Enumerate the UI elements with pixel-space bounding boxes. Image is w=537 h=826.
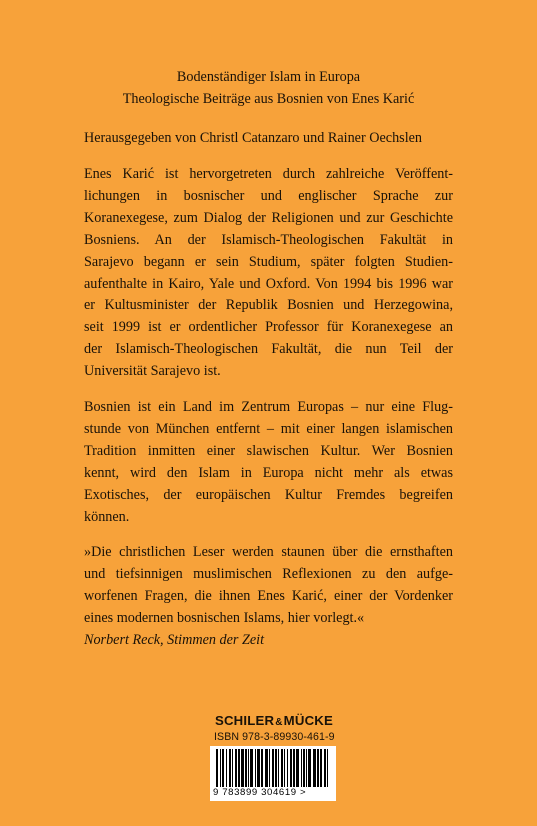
barcode-bars-icon (214, 749, 332, 787)
publisher-logo (213, 713, 335, 728)
bosnia-line: können. (84, 508, 130, 525)
editors-line: Herausgegeben von Christl Catanzaro und Rainer Oechslen (84, 130, 423, 146)
bio-line: Koranexegese, zum Dialog der Religionen und zur Geschichte (84, 209, 453, 226)
quote-line: und tiefsinnigen muslimischen Reflexionen zu den aufge- (84, 565, 453, 582)
book-subtitle: Theologische Beiträge aus Bosnien von Enes Karić (122, 91, 415, 107)
quote-line: eines modernen bosnischen Islams, hier vorlegt.« (84, 609, 365, 626)
publisher-ampersand: & (275, 717, 283, 728)
quote-attribution: Norbert Reck, Stimmen der Zeit (84, 631, 265, 648)
book-title: Bodenständiger Islam in Europa (176, 69, 361, 85)
bosnia-line: Tradition inmitten einer slawischen Kultur. Wer Bosnien (84, 442, 453, 459)
bosnia-line: Bosnien ist ein Land im Zentrum Europas – nur eine Flug- (84, 399, 453, 415)
bio-line: lichungen in bosnischer und englischer Sprache zur (84, 187, 453, 204)
bosnia-paragraph (84, 397, 453, 528)
bio-line: der Islamisch-Theologischen Fakultät, die nun Teil der (84, 341, 453, 358)
bio-line: aufenthalte in Kairo, Yale und Oxford. Von 1994 bis 1996 war (84, 275, 453, 292)
bio-line: seit 1999 ist er ordentlicher Professor für Koranexegese an (84, 319, 453, 336)
publisher-name-right: MÜCKE (283, 713, 334, 728)
bio-line: Universität Sarajevo ist. (84, 363, 221, 380)
bio-line: Bosniens. An der Islamisch-Theologischen Fakultät in (84, 231, 453, 248)
isbn-label: ISBN 978-3-89930-461-9 (214, 731, 335, 743)
barcode-digits: 9 783899 304619 > (213, 787, 307, 798)
barcode (210, 746, 336, 801)
quote-line: »Die christlichen Leser werden staunen über die ernsthaften (84, 544, 453, 560)
bosnia-line: Exotisches, der europäischen Kultur Fremdes begreifen (84, 486, 453, 503)
bio-line: Sarajevo begann er sein Studium, später folgten Studien- (84, 253, 453, 270)
bosnia-line: stunde von München entfernt – mit einer langen islamischen (84, 420, 453, 437)
quote-line: worfenen Fragen, die ihnen Enes Karić, einer der Vordenker (84, 587, 453, 604)
review-quote-paragraph (84, 542, 453, 652)
bio-line: er Kultusminister der Republik Bosnien und Herzegowina, (84, 297, 453, 314)
author-bio-paragraph (84, 164, 453, 383)
bosnia-line: kennt, wird den Islam in Europa nicht mehr als etwas (84, 464, 453, 481)
bio-line: Enes Karić ist hervorgetreten durch zahlreiche Veröffent- (84, 166, 453, 182)
book-title-block (0, 66, 537, 110)
publisher-name-left: SCHILER (214, 713, 275, 728)
